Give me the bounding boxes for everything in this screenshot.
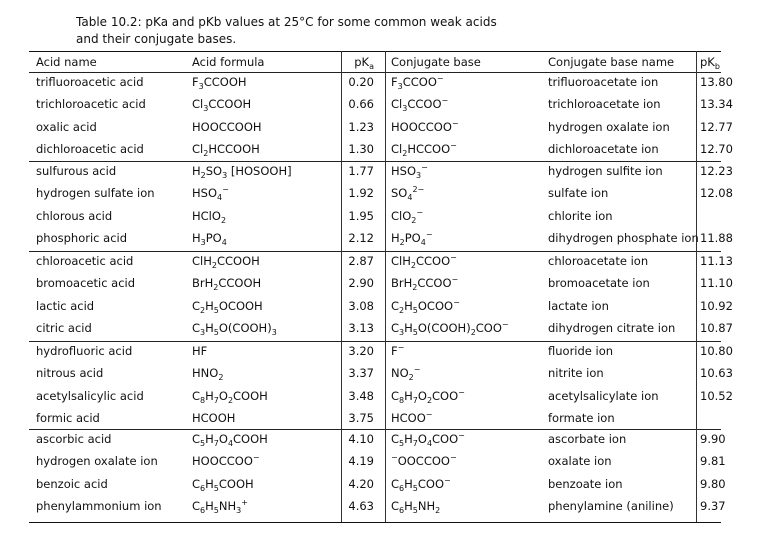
- table-cell-name: ascorbic acid: [36, 432, 112, 446]
- table-cell-pka: 4.63: [348, 498, 374, 513]
- table-cell-base-name: hydrogen oxalate ion: [548, 119, 670, 134]
- table-cell-base: $HSO_3^-$: [391, 163, 428, 180]
- table-cell-pkb: 10.63: [700, 366, 733, 381]
- table-cell-pkb: 12.70: [700, 141, 733, 156]
- table-cell-pkb: 9.80: [700, 476, 726, 491]
- table-cell-name: hydrofluoric acid: [36, 344, 133, 358]
- table-cell-pkb: 11.88: [700, 230, 733, 245]
- table-cell-formula: ClH$_2$CCOOH: [192, 254, 260, 270]
- table-cell-base: ClO$_2$−: [391, 207, 424, 225]
- table-cell-base-name: dihydrogen phosphate ion: [548, 230, 699, 245]
- table-cell-pkb: 10.92: [700, 298, 733, 313]
- table-cell-base: F−: [391, 343, 405, 358]
- table-cell-base: $C_2H_5OCOO^-$: [391, 297, 460, 315]
- table-cell-base-name: fluoride ion: [548, 344, 614, 358]
- table-cell-pkb: 12.23: [700, 164, 733, 178]
- table-cell-name: trichloroacetic acid: [36, 97, 146, 112]
- table-cell-pka: 3.20: [348, 344, 374, 358]
- table-cell-pka: 3.37: [348, 366, 374, 381]
- table-cell-pka: 1.92: [348, 186, 374, 201]
- table-cell-formula: $HSO_4^-$: [192, 185, 229, 203]
- table-cell-formula: HCOOH: [192, 410, 236, 425]
- table-cell-base: $H_2PO_4^-$: [391, 229, 433, 247]
- table-cell-formula: $H_2SO_3$ [HOSOOH]: [192, 164, 292, 180]
- table-cell-formula: $C_5H_7O_4COOH$: [192, 432, 268, 448]
- table-cell-base: HCOO−: [391, 409, 433, 425]
- table-cell-name: hydrogen sulfate ion: [36, 186, 155, 201]
- table-cell-pka: 2.87: [348, 254, 374, 268]
- table-cell-formula: $HNO_2$: [192, 366, 224, 383]
- table-cell-formula: $C_3H_5O(COOH)_3$: [192, 320, 277, 337]
- table-cell-base-name: benzoate ion: [548, 476, 623, 491]
- column-header-acid-name: Acid name: [36, 55, 97, 69]
- table-cell-base-name: hydrogen sulfite ion: [548, 164, 663, 178]
- table-cell-base-name: formate ion: [548, 410, 615, 425]
- table-cell-pka: 3.08: [348, 298, 374, 313]
- table-cell-pka: 3.48: [348, 388, 374, 403]
- table-bottom-rule: [29, 522, 721, 523]
- table-cell-base: $NO_2^-$: [391, 365, 421, 383]
- table-cell-base: HOOCCOO−: [391, 118, 459, 134]
- table-cell-pkb: 13.34: [700, 97, 733, 112]
- table-cell-formula: HOOCCOO−: [192, 453, 260, 469]
- table-cell-base: $Cl_3CCOO^-$: [391, 96, 449, 114]
- table-cell-name: oxalic acid: [36, 119, 97, 134]
- caption-line-2: and their conjugate bases.: [76, 32, 237, 46]
- table-cell-base: $Cl_2HCCOO^-$: [391, 140, 457, 158]
- table-cell-name: nitrous acid: [36, 366, 104, 381]
- column-divider: [696, 51, 697, 522]
- table-cell-base: $C_3H_5O(COOH)_2COO^-$: [391, 319, 509, 337]
- table-cell-base-name: ascorbate ion: [548, 432, 627, 446]
- table-cell-pka: 0.66: [348, 97, 374, 112]
- column-header-pkb: $pK_b$: [700, 55, 720, 71]
- table-cell-pkb: 9.81: [700, 454, 726, 469]
- table-cell-pka: 3.75: [348, 410, 374, 425]
- table-cell-formula: HF: [192, 344, 208, 358]
- table-cell-formula: $C_8H_7O_2COOH$: [192, 388, 268, 405]
- table-cell-pka: 4.10: [348, 432, 374, 446]
- table-cell-pka: 1.23: [348, 119, 374, 134]
- table-cell-pka: 1.77: [348, 164, 374, 178]
- table-cell-pkb: 10.52: [700, 388, 733, 403]
- table-cell-base-name: lactate ion: [548, 298, 609, 313]
- header-rule: [29, 72, 721, 73]
- table-cell-base: $C_6H_5NH_2$: [391, 498, 441, 515]
- table-cell-name: hydrogen oxalate ion: [36, 454, 158, 469]
- table-cell-name: bromoacetic acid: [36, 276, 136, 291]
- table-cell-base: BrH$_2$CCOO−: [391, 275, 459, 293]
- table-cell-formula: HClO$_2$: [192, 208, 227, 225]
- table-cell-formula: $Cl_3CCOOH$: [192, 97, 252, 114]
- table-cell-name: chloroacetic acid: [36, 254, 134, 268]
- table-cell-base-name: dihydrogen citrate ion: [548, 320, 676, 335]
- table-cell-base: $C_5H_7O_4COO^-$: [391, 431, 465, 448]
- table-cell-pkb: 12.77: [700, 119, 733, 134]
- table-cell-formula: $F_3CCOOH$: [192, 75, 247, 91]
- caption-line-1: Table 10.2: pKa and pKb values at 25°C for some common weak acids: [76, 15, 497, 29]
- group-separator: [29, 161, 721, 162]
- table-cell-base: $SO_4^{2-}$: [391, 185, 425, 203]
- table-cell-pka: 4.20: [348, 476, 374, 491]
- column-header-conj-base-name: Conjugate base name: [548, 55, 675, 69]
- table-cell-formula: $C_6H_5NH_3^+$: [192, 497, 248, 515]
- table-cell-pkb: 10.80: [700, 344, 733, 358]
- table-cell-base-name: nitrite ion: [548, 366, 604, 381]
- table-top-rule: [29, 51, 721, 52]
- table-cell-formula: BrH$_2$CCOOH: [192, 276, 262, 293]
- column-divider: [385, 51, 386, 522]
- table-cell-name: sulfurous acid: [36, 164, 117, 178]
- table-cell-name: formic acid: [36, 410, 100, 425]
- column-header-conj-base: Conjugate base: [391, 55, 481, 69]
- table-cell-formula: $C_6H_5COOH$: [192, 476, 254, 493]
- table-cell-pka: 0.20: [348, 75, 374, 89]
- table-cell-name: acetylsalicylic acid: [36, 388, 144, 403]
- table-cell-formula: HOOCCOOH: [192, 119, 262, 134]
- table-caption: [76, 14, 716, 48]
- table-cell-base-name: trichloroacetate ion: [548, 97, 661, 112]
- table-cell-pkb: 11.10: [700, 276, 733, 291]
- group-separator: [29, 429, 721, 430]
- table-cell-name: chlorous acid: [36, 208, 113, 223]
- table-cell-base: $C_6H_5COO^-$: [391, 475, 451, 493]
- table-cell-base: −OOCCOO−: [391, 453, 457, 469]
- table-cell-pka: 4.19: [348, 454, 374, 469]
- table-cell-base-name: chlorite ion: [548, 208, 613, 223]
- table-cell-name: trifluoroacetic acid: [36, 75, 144, 89]
- table-cell-pkb: 12.08: [700, 186, 733, 201]
- table-cell-base-name: chloroacetate ion: [548, 254, 649, 268]
- table-cell-pkb: 9.37: [700, 498, 726, 513]
- table-cell-pkb: 10.87: [700, 320, 733, 335]
- table-cell-pkb: 9.90: [700, 432, 726, 446]
- table-cell-name: lactic acid: [36, 298, 95, 313]
- table-cell-base-name: oxalate ion: [548, 454, 612, 469]
- table-cell-name: phosphoric acid: [36, 230, 128, 245]
- table-cell-base-name: trifluoroacetate ion: [548, 75, 659, 89]
- table-cell-base-name: dichloroacetate ion: [548, 141, 659, 156]
- table-cell-name: benzoic acid: [36, 476, 108, 491]
- table-cell-name: dichloroacetic acid: [36, 141, 144, 156]
- table-cell-base: ClH$_2$CCOO−: [391, 253, 457, 270]
- group-separator: [29, 341, 721, 342]
- table-cell-formula: $Cl_2HCCOOH$: [192, 141, 260, 158]
- column-header-pka: $pK_a$: [354, 55, 374, 71]
- table-cell-base: $C_8H_7O_2COO^-$: [391, 387, 465, 405]
- table-cell-pka: 3.13: [348, 320, 374, 335]
- table-cell-name: phenylammonium ion: [36, 498, 162, 513]
- table-cell-formula: $H_3PO_4$: [192, 230, 227, 247]
- table-cell-base-name: bromoacetate ion: [548, 276, 650, 291]
- table-cell-name: citric acid: [36, 320, 92, 335]
- table-cell-pka: 2.90: [348, 276, 374, 291]
- table-cell-base: $F_3CCOO^-$: [391, 74, 444, 91]
- table-cell-pka: 2.12: [348, 230, 374, 245]
- table-cell-pkb: 13.80: [700, 75, 733, 89]
- table-cell-pka: 1.30: [348, 141, 374, 156]
- table-cell-pka: 1.95: [348, 208, 374, 223]
- table-cell-base-name: acetylsalicylate ion: [548, 388, 659, 403]
- table-cell-pkb: 11.13: [700, 254, 733, 268]
- table-cell-formula: $C_2H_5OCOOH$: [192, 298, 263, 315]
- column-header-acid-formula: Acid formula: [192, 55, 265, 69]
- table-cell-base-name: phenylamine (aniline): [548, 498, 674, 513]
- group-separator: [29, 251, 721, 252]
- table-cell-base-name: sulfate ion: [548, 186, 609, 201]
